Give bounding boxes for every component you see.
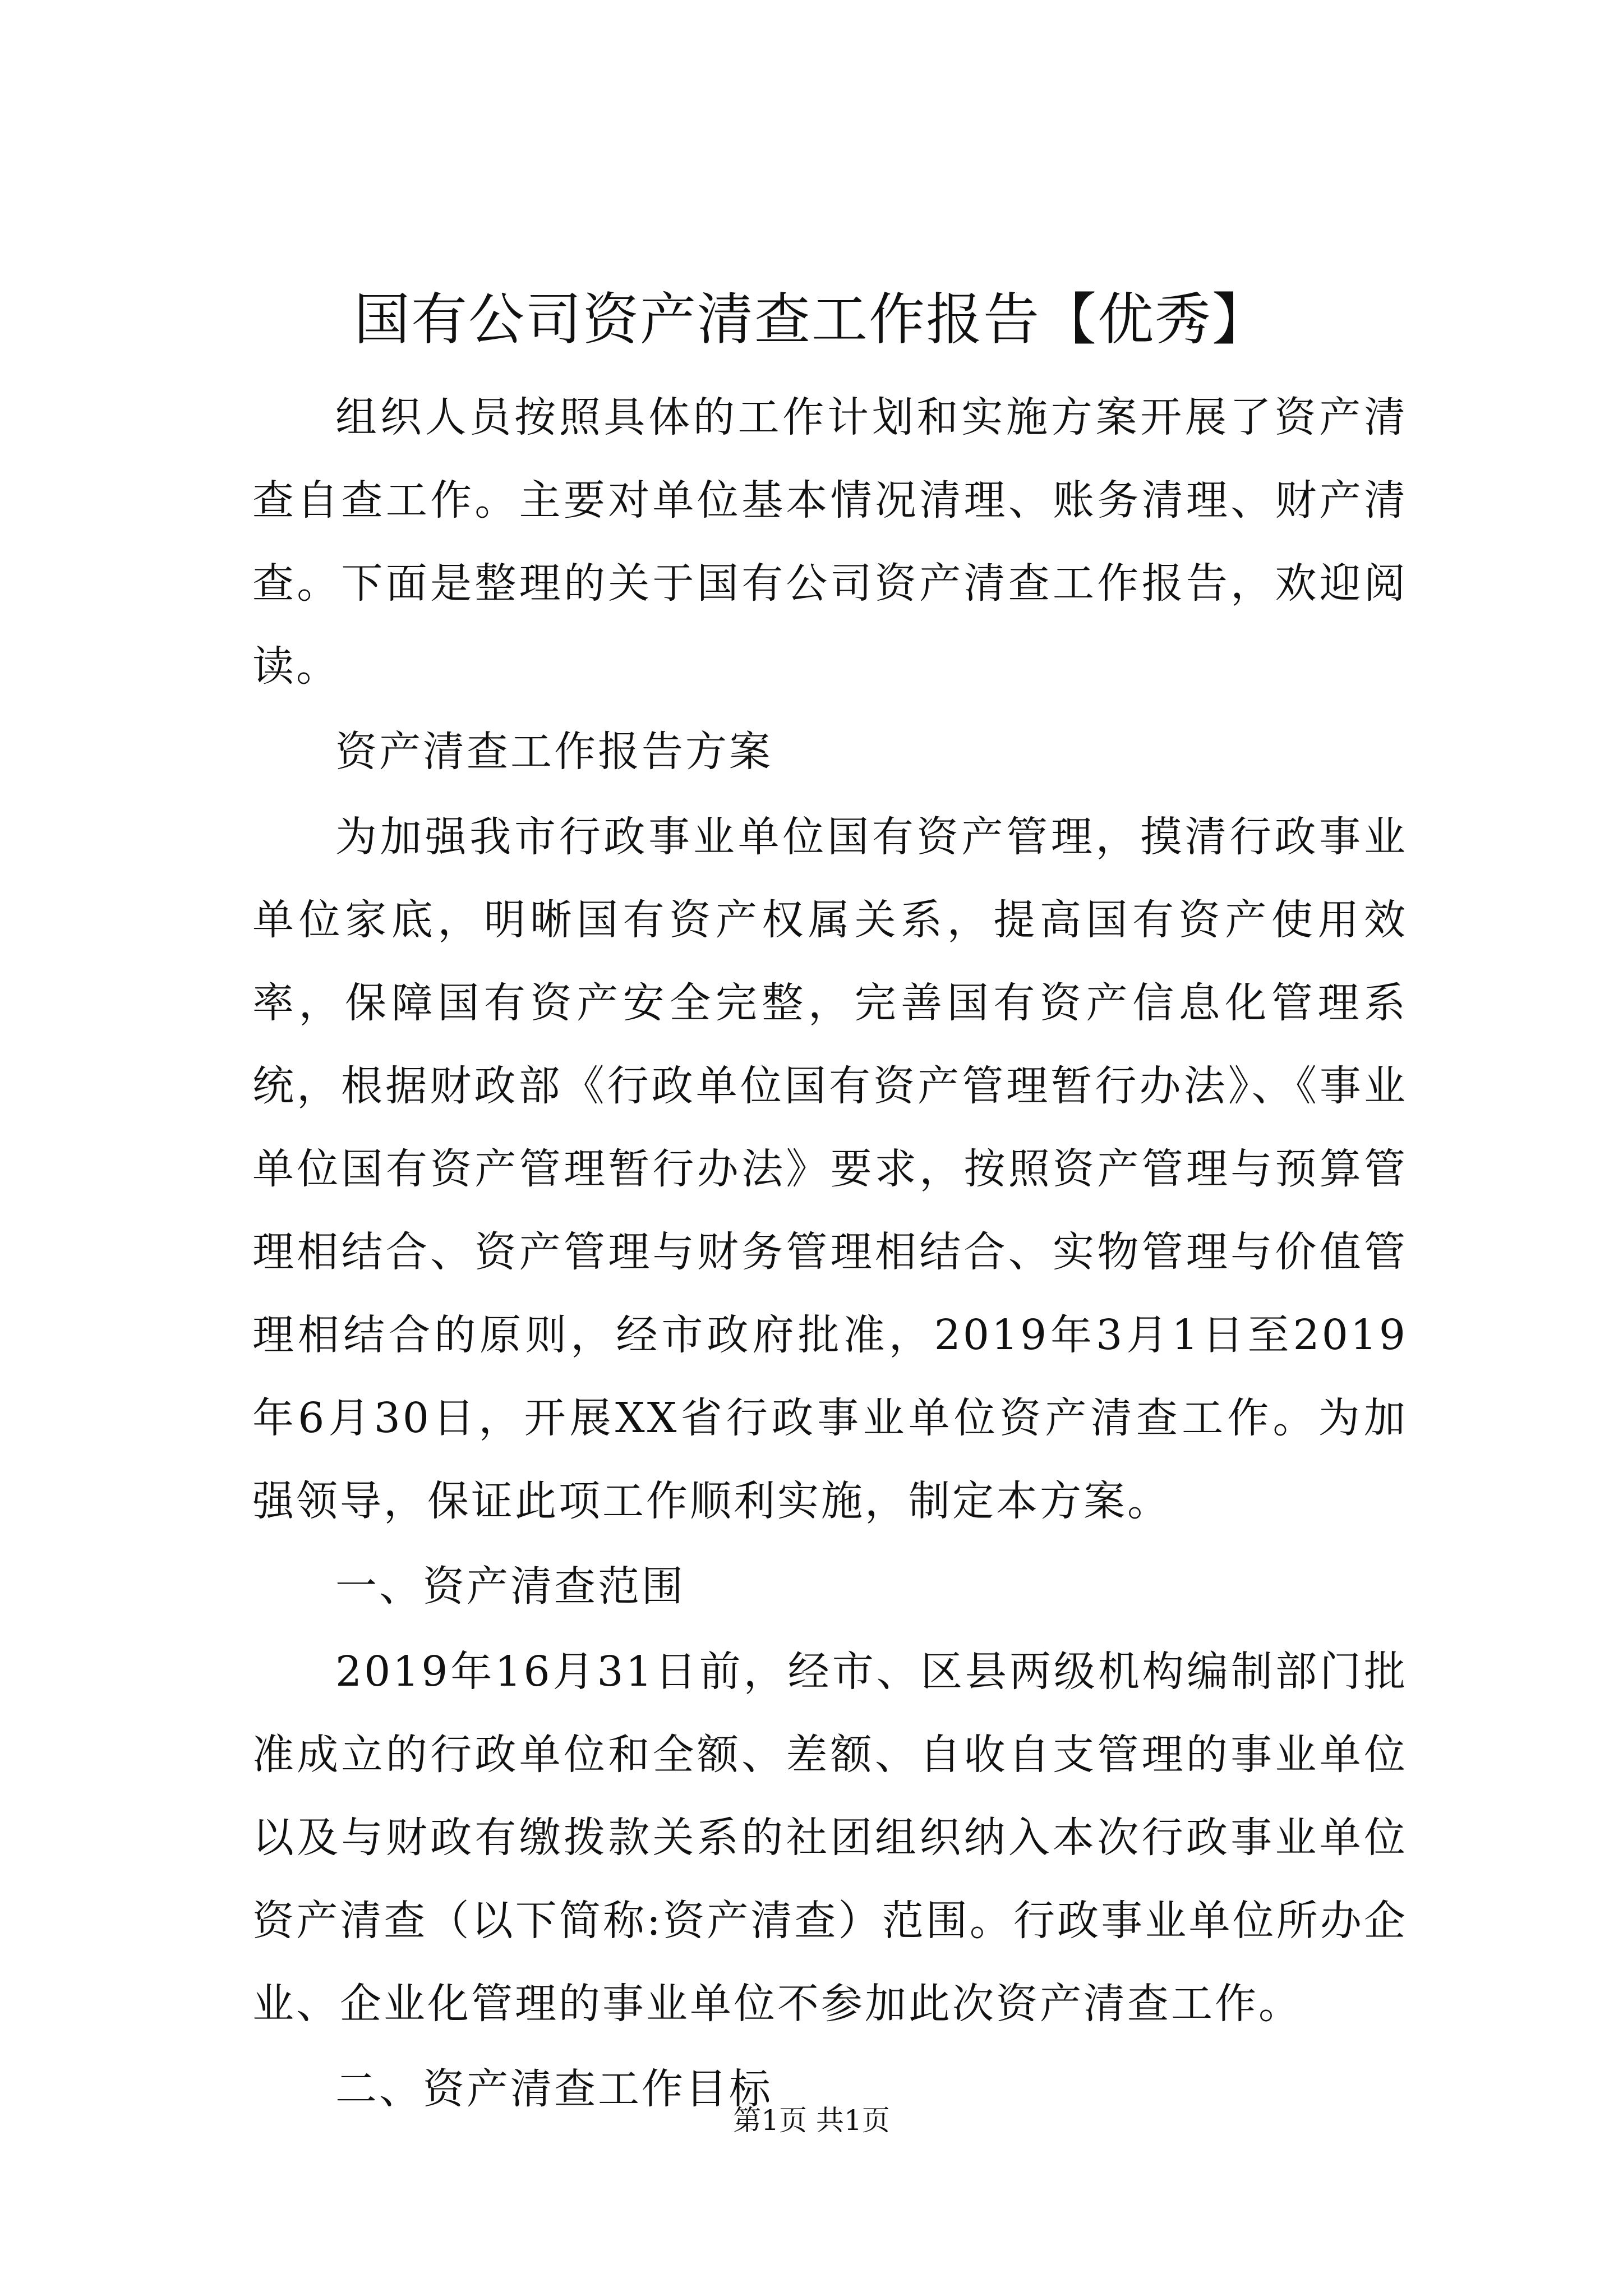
scope-paragraph: 2019年16月31日前，经市、区县两级机构编制部门批准成立的行政单位和全额、差额、自收自支管理的事业单位以及与财政有缴拨款关系的社团组织纳入本次行政事业单位资产清查（以下简称:资产清查）范围。行政事业单位所办企业、企业化管理的事业单位不参加此次资产清查工作。 [252,1648,1408,2028]
plan-paragraph: 为加强我市行政事业单位国有资产管理，摸清行政事业单位家底，明晰国有资产权属关系，提高国有资产使用效率，保障国有资产安全完整，完善国有资产信息化管理系统，根据财政部《行政单位国有资产管理暂行办法》、《事业单位国有资产管理暂行办法》要求，按照资产管理与预算管理相结合、资产管理与财务管理相结合、实物管理与价值管理相结合的原则，经市政府批准，2019年3月1日至2019年6月30日，开展XX省行政事业单位资产清查工作。为加强领导，保证此项工作顺利实施，制定本方案。 [252,813,1408,1525]
page-footer: 第1页 共1页 [733,2104,890,2137]
document-body [252,376,1408,2133]
section-heading-plan: 资产清查工作报告方案 [335,728,773,776]
section-heading-scope: 一、资产清查范围 [335,1562,685,1611]
document-title: 国有公司资产清查工作报告【优秀】 [354,287,1269,352]
section-heading-goals: 二、资产清查工作目标 [335,2065,773,2113]
intro-paragraph: 组织人员按照具体的工作计划和实施方案开展了资产清查自查工作。主要对单位基本情况清理、账务清理、财产清查。下面是整理的关于国有公司资产清查工作报告，欢迎阅读。 [252,393,1408,691]
